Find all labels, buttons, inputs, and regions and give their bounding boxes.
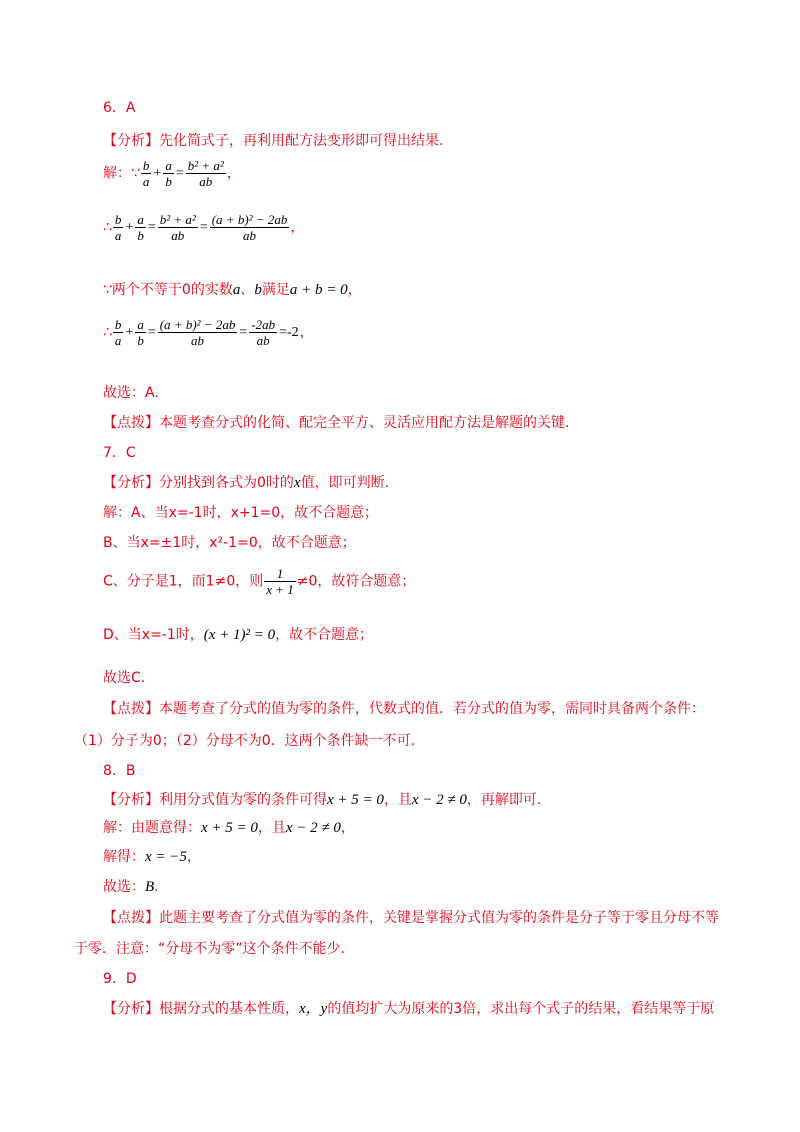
q6-solution-line1: 解：∵ $\frac{b}{a}$ + $\frac{a}{b}$ = $\frac{\text{b² + a²}}{ab}$ ， [103, 158, 241, 189]
q6-solution-line3: ∴ $\frac{b}{a}$ + $\frac{a}{b}$ = $\frac{\text{(a + b)² − 2ab}}{ab}$ = $\frac{-2ab}{ab}$ =-2， [103, 317, 314, 348]
q8-solution: 解：由题意得：x + 5 = 0，且x − 2 ≠ 0， [103, 820, 355, 836]
q8-remark-line2: 于零．注意：“分母不为零”这个条件不能少. [74, 941, 345, 957]
q6-choose: 故选：A. [103, 385, 159, 401]
q7-sol-a: 解：A、当x=-1时，x+1=0，故不合题意； [103, 505, 379, 521]
q7-remark-line2: （1）分子为0；（2）分母不为0．这两个条件缺一不可. [74, 733, 416, 749]
q7-sol-d: D、当x=-1时，(x + 1)² = 0，故不合题意； [103, 627, 374, 643]
q6-remark: 【点拨】本题考查分式的化简、配完全平方、灵活应用配方法是解题的关键. [103, 415, 570, 431]
q8-remark-line1: 【点拨】此题主要考查了分式值为零的条件，关键是掌握分式值为零的条件是分子等于零且分母不等 [103, 910, 719, 926]
q7-sol-b: B、当x=±1时，x²-1=0，故不合题意； [103, 535, 356, 551]
q8-result: 解得：x = −5， [103, 849, 201, 865]
q7-answer: 7．C [103, 445, 136, 461]
q6-condition: ∵两个不等于0的实数a、b满足a + b = 0， [103, 282, 362, 298]
q9-answer: 9．D [103, 971, 137, 987]
q9-analysis: 【分析】根据分式的基本性质，x，y的值均扩大为原来的3倍，求出每个式子的结果，看结果等于原 [103, 1001, 715, 1017]
q7-analysis: 【分析】分别找到各式为0时的x值，即可判断. [103, 475, 390, 491]
q8-analysis: 【分析】利用分式值为零的条件可得x + 5 = 0，且x − 2 ≠ 0，再解即可. [103, 792, 542, 808]
q8-answer: 8．B [103, 763, 136, 779]
q6-analysis: 【分析】先化简式子，再利用配方法变形即可得出结果. [103, 133, 444, 149]
q7-choose: 故选C. [103, 670, 146, 686]
q7-remark-line1: 【点拨】本题考查了分式的值为零的条件，代数式的值．若分式的值为零，需同时具备两个条件： [103, 701, 705, 717]
q8-choose: 故选：B. [103, 879, 159, 895]
q6-solution-line2: ∴ $\frac{b}{a}$ + $\frac{a}{b}$ = $\frac{\text{b² + a²}}{ab}$ = $\frac{\text{(a + b)² − 2ab}}{ab}$ ， [103, 212, 305, 243]
q6-answer: 6．A [103, 100, 136, 116]
q7-sol-c: C、分子是1，而1≠0，则 $\frac{1}{x + 1}$ ≠0，故符合题意； [103, 566, 416, 597]
